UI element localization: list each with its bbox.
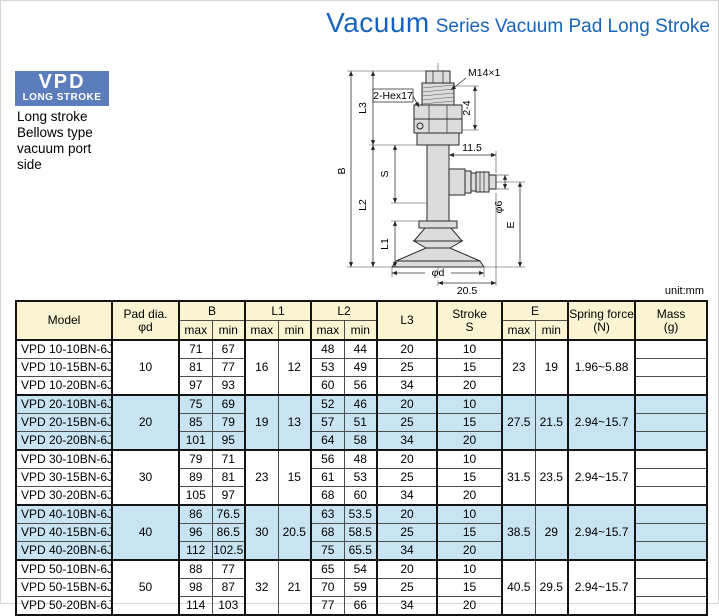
value-cell: 20 [437,542,502,561]
dim-label-l3: L3 [357,102,369,114]
header-max: max [179,321,212,341]
value-cell: 38.5 [502,505,535,560]
value-cell: 13 [278,395,311,450]
table-row [16,505,707,524]
value-cell: 79 [179,450,212,469]
value-cell: 112 [179,542,212,561]
value-cell: 98 [179,579,212,597]
value-cell: 70 [311,579,344,597]
value-cell: 114 [179,597,212,616]
description-line: side [17,157,42,172]
model-cell: VPD 20-10BN-6J [16,395,112,414]
value-cell: 34 [377,487,437,506]
value-cell: 96 [179,524,212,542]
spec-table-head [16,301,707,340]
value-cell: 20 [377,450,437,469]
page-title-brand: Vacuum [326,7,430,38]
value-cell: 25 [377,524,437,542]
value-cell: 67 [212,340,245,359]
spring-force-cell: 1.96~5.88 [568,340,635,395]
header-mass: Mass (g) [635,301,707,340]
value-cell: 34 [377,432,437,451]
model-cell: VPD 20-15BN-6J [16,414,112,432]
model-cell: VPD 20-20BN-6J [16,432,112,451]
value-cell: 30 [245,505,278,560]
value-cell: 97 [179,377,212,396]
spring-force-cell: 2.94~15.7 [568,505,635,560]
value-cell: 56 [344,377,377,396]
header-e: E [502,301,568,321]
value-cell: 31.5 [502,450,535,505]
value-cell: 29.5 [535,560,568,615]
value-cell: 34 [377,597,437,616]
header-max: max [245,321,278,341]
page-title [326,7,710,39]
value-cell: 51 [344,414,377,432]
value-cell: 59 [344,579,377,597]
value-cell: 15 [278,450,311,505]
value-cell: 101 [179,432,212,451]
header-stroke: Stroke S [437,301,502,340]
model-cell: VPD 50-15BN-6J [16,579,112,597]
model-cell: VPD 30-20BN-6J [16,487,112,506]
value-cell: 10 [437,560,502,579]
series-badge-code: VPD [38,71,86,93]
mass-cell [635,597,707,616]
mass-cell [635,560,707,579]
description-line: Bellows type [17,125,93,140]
series-badge-sub: LONG STROKE [22,92,102,103]
dim-label-e: E [505,221,517,229]
value-cell: 105 [179,487,212,506]
value-cell: 21 [278,560,311,615]
pad-dia-cell: 50 [112,560,179,615]
value-cell: 16 [245,340,278,395]
value-cell: 20 [377,560,437,579]
dim-label-2-4: 2-4 [461,100,473,116]
value-cell: 20 [437,377,502,396]
value-cell: 15 [437,469,502,487]
table-row [16,560,707,579]
pad-dia-cell: 30 [112,450,179,505]
dim-label-pad-dia: φd [431,267,445,279]
value-cell: 10 [437,450,502,469]
mass-cell [635,450,707,469]
value-cell: 15 [437,359,502,377]
model-cell: VPD 30-10BN-6J [16,450,112,469]
value-cell: 89 [179,469,212,487]
pad-dia-cell: 40 [112,505,179,560]
header-pad-dia: Pad dia. φd [112,301,179,340]
series-badge [15,71,109,106]
value-cell: 56 [311,450,344,469]
mass-cell [635,414,707,432]
value-cell: 15 [437,579,502,597]
value-cell: 81 [179,359,212,377]
header-min: min [344,321,377,341]
dim-label-thread: M14×1 [468,67,501,79]
dim-label-hex: 2-Hex17 [373,90,413,102]
dim-label-s: S [379,170,391,178]
value-cell: 10 [437,340,502,359]
spring-force-cell: 2.94~15.7 [568,560,635,615]
value-cell: 25 [377,579,437,597]
model-cell: VPD 10-10BN-6J [16,340,112,359]
value-cell: 86 [179,505,212,524]
dim-label-l1: L1 [379,238,391,250]
value-cell: 20.5 [278,505,311,560]
description-line: vacuum port [17,141,92,156]
value-cell: 93 [212,377,245,396]
mass-cell [635,469,707,487]
value-cell: 77 [212,560,245,579]
value-cell: 46 [344,395,377,414]
dim-label-b: B [336,167,348,175]
value-cell: 53 [311,359,344,377]
header-spring-force: Spring force (N) [568,301,635,340]
value-cell: 71 [212,450,245,469]
value-cell: 77 [212,359,245,377]
dim-label-l2: L2 [357,199,369,211]
value-cell: 88 [179,560,212,579]
value-cell: 52 [311,395,344,414]
value-cell: 34 [377,542,437,561]
model-cell: VPD 40-20BN-6J [16,542,112,561]
value-cell: 58.5 [344,524,377,542]
mass-cell [635,542,707,561]
value-cell: 68 [311,487,344,506]
page-title-series: Series Vacuum Pad Long Stroke [435,16,710,37]
mass-cell [635,340,707,359]
mass-cell [635,579,707,597]
value-cell: 29 [535,505,568,560]
unit-label: unit:mm [664,285,704,297]
header-max: max [502,321,535,341]
spec-table-body [16,340,707,615]
pad-dia-cell: 10 [112,340,179,395]
model-cell: VPD 50-20BN-6J [16,597,112,616]
table-row [16,450,707,469]
header-min: min [212,321,245,341]
value-cell: 102.5 [212,542,245,561]
mass-cell [635,395,707,414]
value-cell: 44 [344,340,377,359]
header-l2: L2 [311,301,377,321]
value-cell: 53.5 [344,505,377,524]
value-cell: 15 [437,414,502,432]
model-cell: VPD 40-10BN-6J [16,505,112,524]
value-cell: 10 [437,505,502,524]
spec-table [15,300,708,616]
value-cell: 75 [311,542,344,561]
value-cell: 77 [311,597,344,616]
spring-force-cell: 2.94~15.7 [568,450,635,505]
value-cell: 85 [179,414,212,432]
value-cell: 65.5 [344,542,377,561]
value-cell: 20 [437,597,502,616]
header-l3: L3 [377,301,437,340]
mass-cell [635,487,707,506]
model-cell: VPD 30-15BN-6J [16,469,112,487]
value-cell: 20 [377,395,437,414]
value-cell: 49 [344,359,377,377]
value-cell: 103 [212,597,245,616]
value-cell: 20 [377,340,437,359]
value-cell: 65 [311,560,344,579]
value-cell: 61 [311,469,344,487]
technical-drawing [333,45,533,297]
value-cell: 32 [245,560,278,615]
value-cell: 54 [344,560,377,579]
value-cell: 12 [278,340,311,395]
value-cell: 48 [311,340,344,359]
value-cell: 40.5 [502,560,535,615]
dim-label-20-5: 20.5 [456,285,478,297]
value-cell: 20 [377,505,437,524]
value-cell: 25 [377,359,437,377]
value-cell: 71 [179,340,212,359]
value-cell: 58 [344,432,377,451]
value-cell: 60 [344,487,377,506]
value-cell: 86.5 [212,524,245,542]
value-cell: 10 [437,395,502,414]
dim-label-dia6: φ6 [493,200,505,214]
mass-cell [635,432,707,451]
dim-label-11-5: 11.5 [462,142,482,154]
value-cell: 23 [502,340,535,395]
value-cell: 48 [344,450,377,469]
value-cell: 27.5 [502,395,535,450]
value-cell: 21.5 [535,395,568,450]
value-cell: 34 [377,377,437,396]
value-cell: 79 [212,414,245,432]
model-cell: VPD 10-20BN-6J [16,377,112,396]
value-cell: 75 [179,395,212,414]
value-cell: 97 [212,487,245,506]
value-cell: 95 [212,432,245,451]
value-cell: 68 [311,524,344,542]
value-cell: 60 [311,377,344,396]
spec-table-wrap [15,300,708,616]
table-row [16,340,707,359]
series-description [17,109,93,173]
value-cell: 76.5 [212,505,245,524]
header-max: max [311,321,344,341]
side-port-fitting [449,169,496,195]
header-l1: L1 [245,301,311,321]
value-cell: 66 [344,597,377,616]
table-row [16,395,707,414]
mass-cell [635,359,707,377]
mass-cell [635,524,707,542]
value-cell: 69 [212,395,245,414]
value-cell: 25 [377,414,437,432]
value-cell: 20 [437,432,502,451]
value-cell: 15 [437,524,502,542]
model-cell: VPD 10-15BN-6J [16,359,112,377]
header-b: B [179,301,245,321]
description-line: Long stroke [17,109,88,124]
model-cell: VPD 50-10BN-6J [16,560,112,579]
header-min: min [535,321,568,341]
header-min: min [278,321,311,341]
value-cell: 25 [377,469,437,487]
header-model: Model [16,301,112,340]
value-cell: 19 [245,395,278,450]
mass-cell [635,505,707,524]
value-cell: 53 [344,469,377,487]
value-cell: 20 [437,487,502,506]
pad-dia-cell: 20 [112,395,179,450]
value-cell: 64 [311,432,344,451]
value-cell: 19 [535,340,568,395]
value-cell: 23 [245,450,278,505]
value-cell: 81 [212,469,245,487]
mass-cell [635,377,707,396]
value-cell: 23.5 [535,450,568,505]
model-cell: VPD 40-15BN-6J [16,524,112,542]
value-cell: 57 [311,414,344,432]
spring-force-cell: 2.94~15.7 [568,395,635,450]
value-cell: 63 [311,505,344,524]
value-cell: 87 [212,579,245,597]
